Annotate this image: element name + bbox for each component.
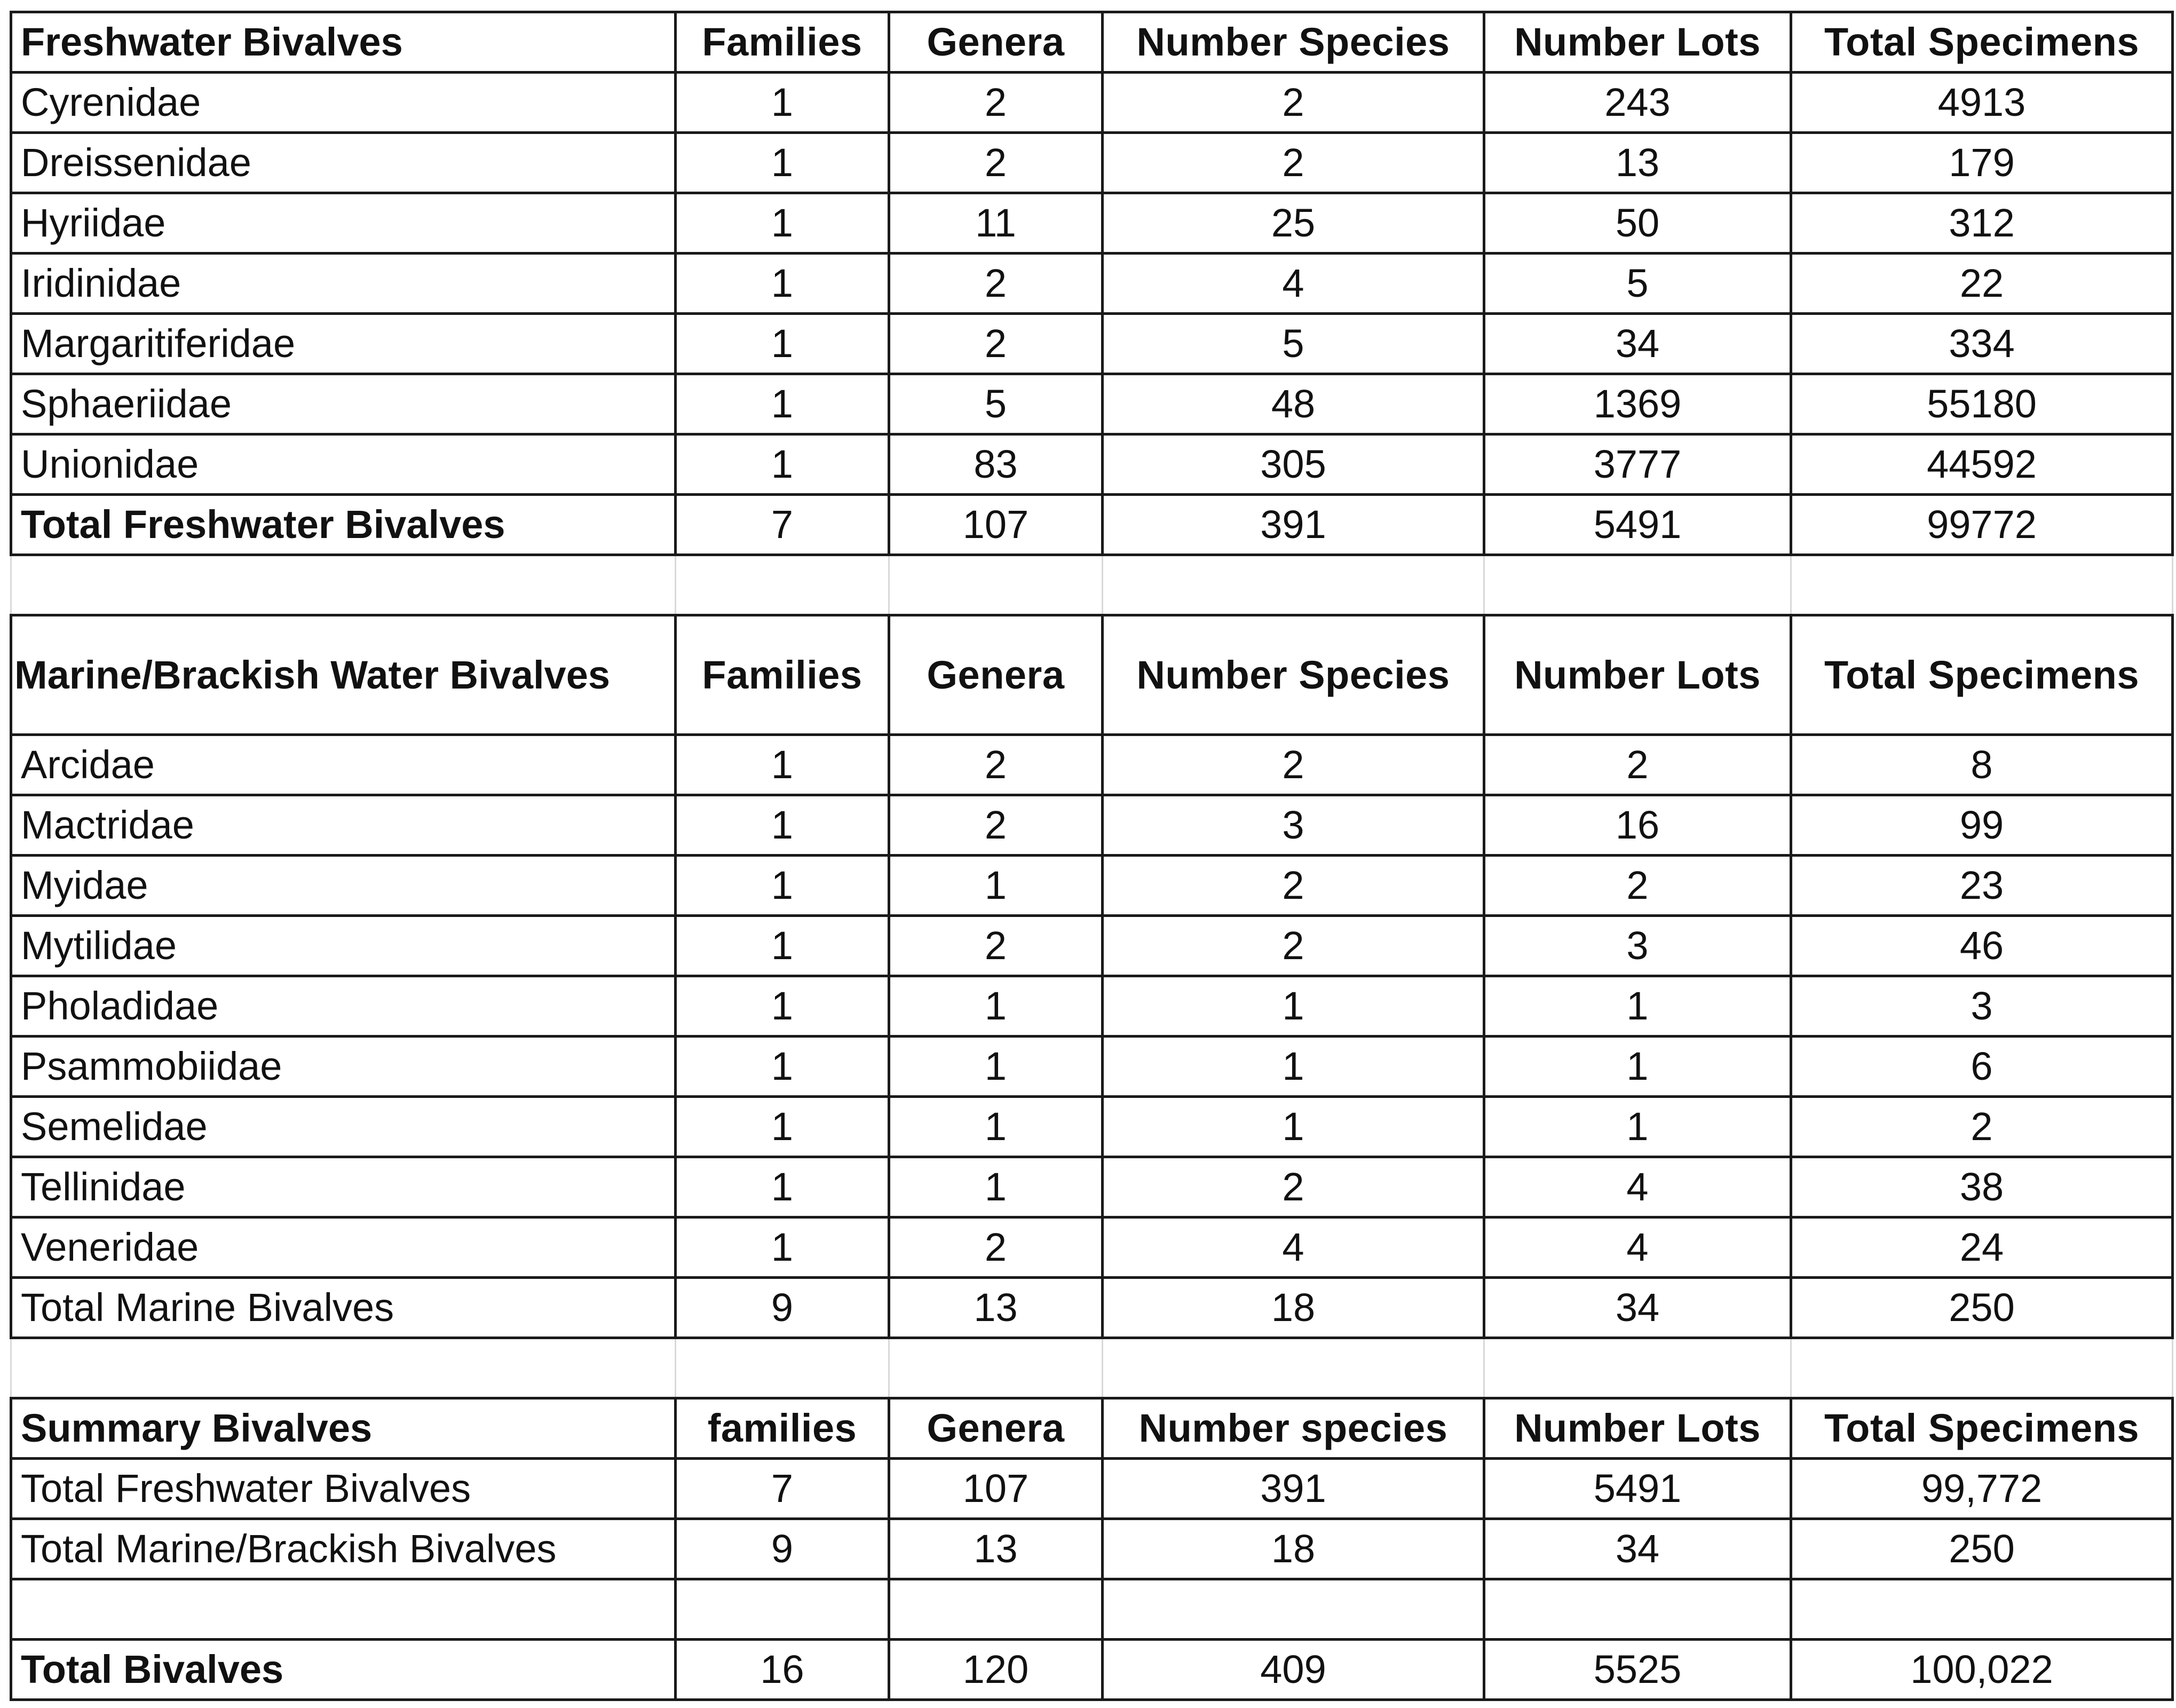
cell[interactable]: Tellinidae — [11, 1157, 676, 1217]
cell[interactable]: 2 — [1484, 856, 1791, 916]
header-cell[interactable]: Families — [676, 615, 889, 735]
cell[interactable]: Total Marine/Brackish Bivalves — [11, 1519, 676, 1579]
cell[interactable]: 4 — [1103, 1217, 1484, 1278]
header-cell[interactable]: Number Species — [1103, 615, 1484, 735]
table-row — [11, 735, 2173, 795]
cell[interactable]: 2 — [1103, 735, 1484, 795]
cell[interactable]: Cyrenidae — [11, 73, 676, 133]
cell[interactable]: 250 — [1791, 1278, 2173, 1338]
marine-total-row — [11, 1278, 2173, 1338]
cell[interactable]: 5 — [889, 374, 1103, 434]
cell[interactable]: 3 — [1791, 976, 2173, 1037]
header-cell[interactable]: Total Specimens — [1791, 12, 2173, 73]
cell[interactable]: 99,772 — [1791, 1459, 2173, 1519]
table-row — [11, 916, 2173, 976]
cell[interactable]: 4 — [1484, 1217, 1791, 1278]
cell[interactable]: Arcidae — [11, 735, 676, 795]
empty-cell[interactable] — [1484, 1579, 1791, 1640]
table-row — [11, 254, 2173, 314]
cell[interactable]: 305 — [1103, 434, 1484, 495]
empty-cell[interactable] — [1791, 1579, 2173, 1640]
cell[interactable]: 4 — [1484, 1157, 1791, 1217]
cell[interactable]: Mytilidae — [11, 916, 676, 976]
cell[interactable]: 1 — [676, 916, 889, 976]
cell[interactable]: 2 — [889, 795, 1103, 856]
empty-cell[interactable] — [11, 555, 676, 615]
cell[interactable]: 16 — [1484, 795, 1791, 856]
cell[interactable]: 2 — [1484, 735, 1791, 795]
cell[interactable]: 5 — [1484, 254, 1791, 314]
cell[interactable]: 1 — [676, 856, 889, 916]
empty-cell[interactable] — [11, 1579, 676, 1640]
cell[interactable]: 34 — [1484, 314, 1791, 374]
cell[interactable]: Margaritiferidae — [11, 314, 676, 374]
cell[interactable]: Total Bivalves — [11, 1640, 676, 1700]
empty-cell[interactable] — [1791, 1338, 2173, 1398]
cell[interactable]: 1 — [676, 314, 889, 374]
cell[interactable]: 2 — [1103, 916, 1484, 976]
table-row — [11, 73, 2173, 133]
cell[interactable]: 107 — [889, 1459, 1103, 1519]
cell[interactable]: 409 — [1103, 1640, 1484, 1700]
cell[interactable]: 1 — [1103, 1097, 1484, 1157]
cell[interactable]: 4 — [1103, 254, 1484, 314]
cell[interactable]: 2 — [1103, 73, 1484, 133]
table-row — [11, 133, 2173, 193]
cell[interactable]: 1 — [676, 434, 889, 495]
cell[interactable]: 13 — [889, 1278, 1103, 1338]
cell[interactable]: 1 — [1484, 1097, 1791, 1157]
cell[interactable]: 99772 — [1791, 495, 2173, 555]
header-cell[interactable]: Total Specimens — [1791, 615, 2173, 735]
table-row — [11, 193, 2173, 254]
table-row — [11, 1157, 2173, 1217]
cell[interactable]: 2 — [889, 1217, 1103, 1278]
header-cell[interactable]: Summary Bivalves — [11, 1398, 676, 1459]
cell[interactable]: 1 — [676, 735, 889, 795]
cell[interactable]: 312 — [1791, 193, 2173, 254]
table-row — [11, 1459, 2173, 1519]
cell[interactable]: 391 — [1103, 1459, 1484, 1519]
cell[interactable]: 11 — [889, 193, 1103, 254]
cell[interactable]: 3777 — [1484, 434, 1791, 495]
cell[interactable]: 18 — [1103, 1519, 1484, 1579]
cell[interactable]: Semelidae — [11, 1097, 676, 1157]
cell[interactable]: 1 — [676, 374, 889, 434]
cell[interactable]: 1 — [889, 1037, 1103, 1097]
empty-cell[interactable] — [1103, 555, 1484, 615]
cell[interactable]: 7 — [676, 495, 889, 555]
header-cell[interactable]: Number Lots — [1484, 1398, 1791, 1459]
cell[interactable]: 3 — [1103, 795, 1484, 856]
empty-cell[interactable] — [676, 1579, 889, 1640]
freshwater-header-row — [11, 12, 2173, 73]
table-row — [11, 795, 2173, 856]
header-cell[interactable]: Number species — [1103, 1398, 1484, 1459]
header-cell[interactable]: Total Specimens — [1791, 1398, 2173, 1459]
empty-cell[interactable] — [889, 1338, 1103, 1398]
header-cell[interactable]: Families — [676, 12, 889, 73]
empty-cell[interactable] — [11, 1338, 676, 1398]
empty-cell[interactable] — [676, 555, 889, 615]
cell[interactable]: 1 — [676, 1217, 889, 1278]
cell[interactable]: 1 — [889, 856, 1103, 916]
empty-cell[interactable] — [1484, 555, 1791, 615]
cell[interactable]: 2 — [1791, 1097, 2173, 1157]
cell[interactable]: 18 — [1103, 1278, 1484, 1338]
cell[interactable]: 2 — [889, 735, 1103, 795]
cell[interactable]: 5491 — [1484, 1459, 1791, 1519]
cell[interactable]: 5491 — [1484, 495, 1791, 555]
cell[interactable]: 7 — [676, 1459, 889, 1519]
header-cell[interactable]: Genera — [889, 12, 1103, 73]
cell[interactable]: 55180 — [1791, 374, 2173, 434]
cell[interactable]: 1 — [889, 1157, 1103, 1217]
cell[interactable]: 5 — [1103, 314, 1484, 374]
header-cell[interactable]: Genera — [889, 615, 1103, 735]
cell[interactable]: 6 — [1791, 1037, 2173, 1097]
table-row — [11, 1217, 2173, 1278]
table-row — [11, 314, 2173, 374]
cell[interactable]: 1 — [1484, 1037, 1791, 1097]
cell[interactable]: Myidae — [11, 856, 676, 916]
cell[interactable]: 1 — [676, 1157, 889, 1217]
cell[interactable]: 1369 — [1484, 374, 1791, 434]
cell[interactable]: Sphaeriidae — [11, 374, 676, 434]
table-row — [11, 1037, 2173, 1097]
cell[interactable]: 2 — [889, 916, 1103, 976]
cell[interactable]: 334 — [1791, 314, 2173, 374]
cell[interactable]: 24 — [1791, 1217, 2173, 1278]
cell[interactable]: 2 — [889, 314, 1103, 374]
cell[interactable]: 1 — [1484, 976, 1791, 1037]
cell[interactable]: 1 — [676, 133, 889, 193]
cell[interactable]: Veneridae — [11, 1217, 676, 1278]
cell[interactable]: 9 — [676, 1519, 889, 1579]
table-row — [11, 976, 2173, 1037]
cell[interactable]: 34 — [1484, 1278, 1791, 1338]
cell[interactable]: 38 — [1791, 1157, 2173, 1217]
cell[interactable]: 1 — [676, 795, 889, 856]
cell[interactable]: 1 — [1103, 1037, 1484, 1097]
cell[interactable]: 1 — [676, 73, 889, 133]
cell[interactable]: 3 — [1484, 916, 1791, 976]
cell[interactable]: 13 — [1484, 133, 1791, 193]
cell[interactable]: Total Freshwater Bivalves — [11, 495, 676, 555]
header-cell[interactable]: Number Lots — [1484, 12, 1791, 73]
cell[interactable]: 23 — [1791, 856, 2173, 916]
cell[interactable]: 2 — [889, 73, 1103, 133]
cell[interactable]: 2 — [1103, 1157, 1484, 1217]
table-row — [11, 1097, 2173, 1157]
freshwater-total-row — [11, 495, 2173, 555]
empty-cell[interactable] — [1103, 1579, 1484, 1640]
table-row — [11, 1519, 2173, 1579]
spacer-row — [11, 1338, 2173, 1398]
cell[interactable]: Dreissenidae — [11, 133, 676, 193]
cell[interactable]: 25 — [1103, 193, 1484, 254]
cell[interactable]: 46 — [1791, 916, 2173, 976]
cell[interactable]: 1 — [676, 1037, 889, 1097]
cell[interactable]: Pholadidae — [11, 976, 676, 1037]
cell[interactable]: Psammobiidae — [11, 1037, 676, 1097]
empty-cell[interactable] — [1103, 1338, 1484, 1398]
cell[interactable]: 34 — [1484, 1519, 1791, 1579]
cell[interactable]: 1 — [1103, 976, 1484, 1037]
cell[interactable]: 48 — [1103, 374, 1484, 434]
summary-header-row — [11, 1398, 2173, 1459]
table-row — [11, 856, 2173, 916]
cell[interactable]: 50 — [1484, 193, 1791, 254]
cell[interactable]: 83 — [889, 434, 1103, 495]
table-row — [11, 374, 2173, 434]
cell[interactable]: Total Marine Bivalves — [11, 1278, 676, 1338]
cell[interactable]: 1 — [676, 1097, 889, 1157]
header-cell[interactable]: Freshwater Bivalves — [11, 12, 676, 73]
empty-cell[interactable] — [889, 555, 1103, 615]
cell[interactable]: 179 — [1791, 133, 2173, 193]
empty-cell[interactable] — [1791, 555, 2173, 615]
empty-row — [11, 1579, 2173, 1640]
cell[interactable]: 1 — [889, 976, 1103, 1037]
cell[interactable]: 13 — [889, 1519, 1103, 1579]
table-row — [11, 434, 2173, 495]
cell[interactable]: Hyriidae — [11, 193, 676, 254]
cell[interactable]: 1 — [676, 254, 889, 314]
cell[interactable]: 2 — [889, 133, 1103, 193]
cell[interactable]: 22 — [1791, 254, 2173, 314]
cell[interactable]: 44592 — [1791, 434, 2173, 495]
cell[interactable]: 1 — [676, 976, 889, 1037]
empty-cell[interactable] — [1484, 1338, 1791, 1398]
header-cell[interactable]: Number Lots — [1484, 615, 1791, 735]
grand-total-row — [11, 1640, 2173, 1700]
cell[interactable]: 2 — [1103, 133, 1484, 193]
cell[interactable]: 243 — [1484, 73, 1791, 133]
cell[interactable]: 250 — [1791, 1519, 2173, 1579]
cell[interactable]: 2 — [889, 254, 1103, 314]
cell[interactable]: 99 — [1791, 795, 2173, 856]
cell[interactable]: 100,022 — [1791, 1640, 2173, 1700]
spacer-row — [11, 555, 2173, 615]
header-cell[interactable]: Marine/Brackish Water Bivalves — [11, 615, 676, 735]
bivalves-summary-table — [10, 11, 2174, 1701]
cell[interactable]: 1 — [889, 1097, 1103, 1157]
cell[interactable]: 16 — [676, 1640, 889, 1700]
header-cell[interactable]: Genera — [889, 1398, 1103, 1459]
cell[interactable]: Total Freshwater Bivalves — [11, 1459, 676, 1519]
cell[interactable]: 9 — [676, 1278, 889, 1338]
cell[interactable]: 4913 — [1791, 73, 2173, 133]
marine-header-row — [11, 615, 2173, 735]
cell[interactable]: 1 — [676, 193, 889, 254]
cell[interactable]: 120 — [889, 1640, 1103, 1700]
empty-cell[interactable] — [889, 1579, 1103, 1640]
cell[interactable]: 391 — [1103, 495, 1484, 555]
cell[interactable]: 2 — [1103, 856, 1484, 916]
cell[interactable]: Mactridae — [11, 795, 676, 856]
cell[interactable]: 107 — [889, 495, 1103, 555]
cell[interactable]: 5525 — [1484, 1640, 1791, 1700]
cell[interactable]: Unionidae — [11, 434, 676, 495]
header-cell[interactable]: Number Species — [1103, 12, 1484, 73]
header-cell[interactable]: families — [676, 1398, 889, 1459]
cell[interactable]: 8 — [1791, 735, 2173, 795]
cell[interactable]: Iridinidae — [11, 254, 676, 314]
empty-cell[interactable] — [676, 1338, 889, 1398]
